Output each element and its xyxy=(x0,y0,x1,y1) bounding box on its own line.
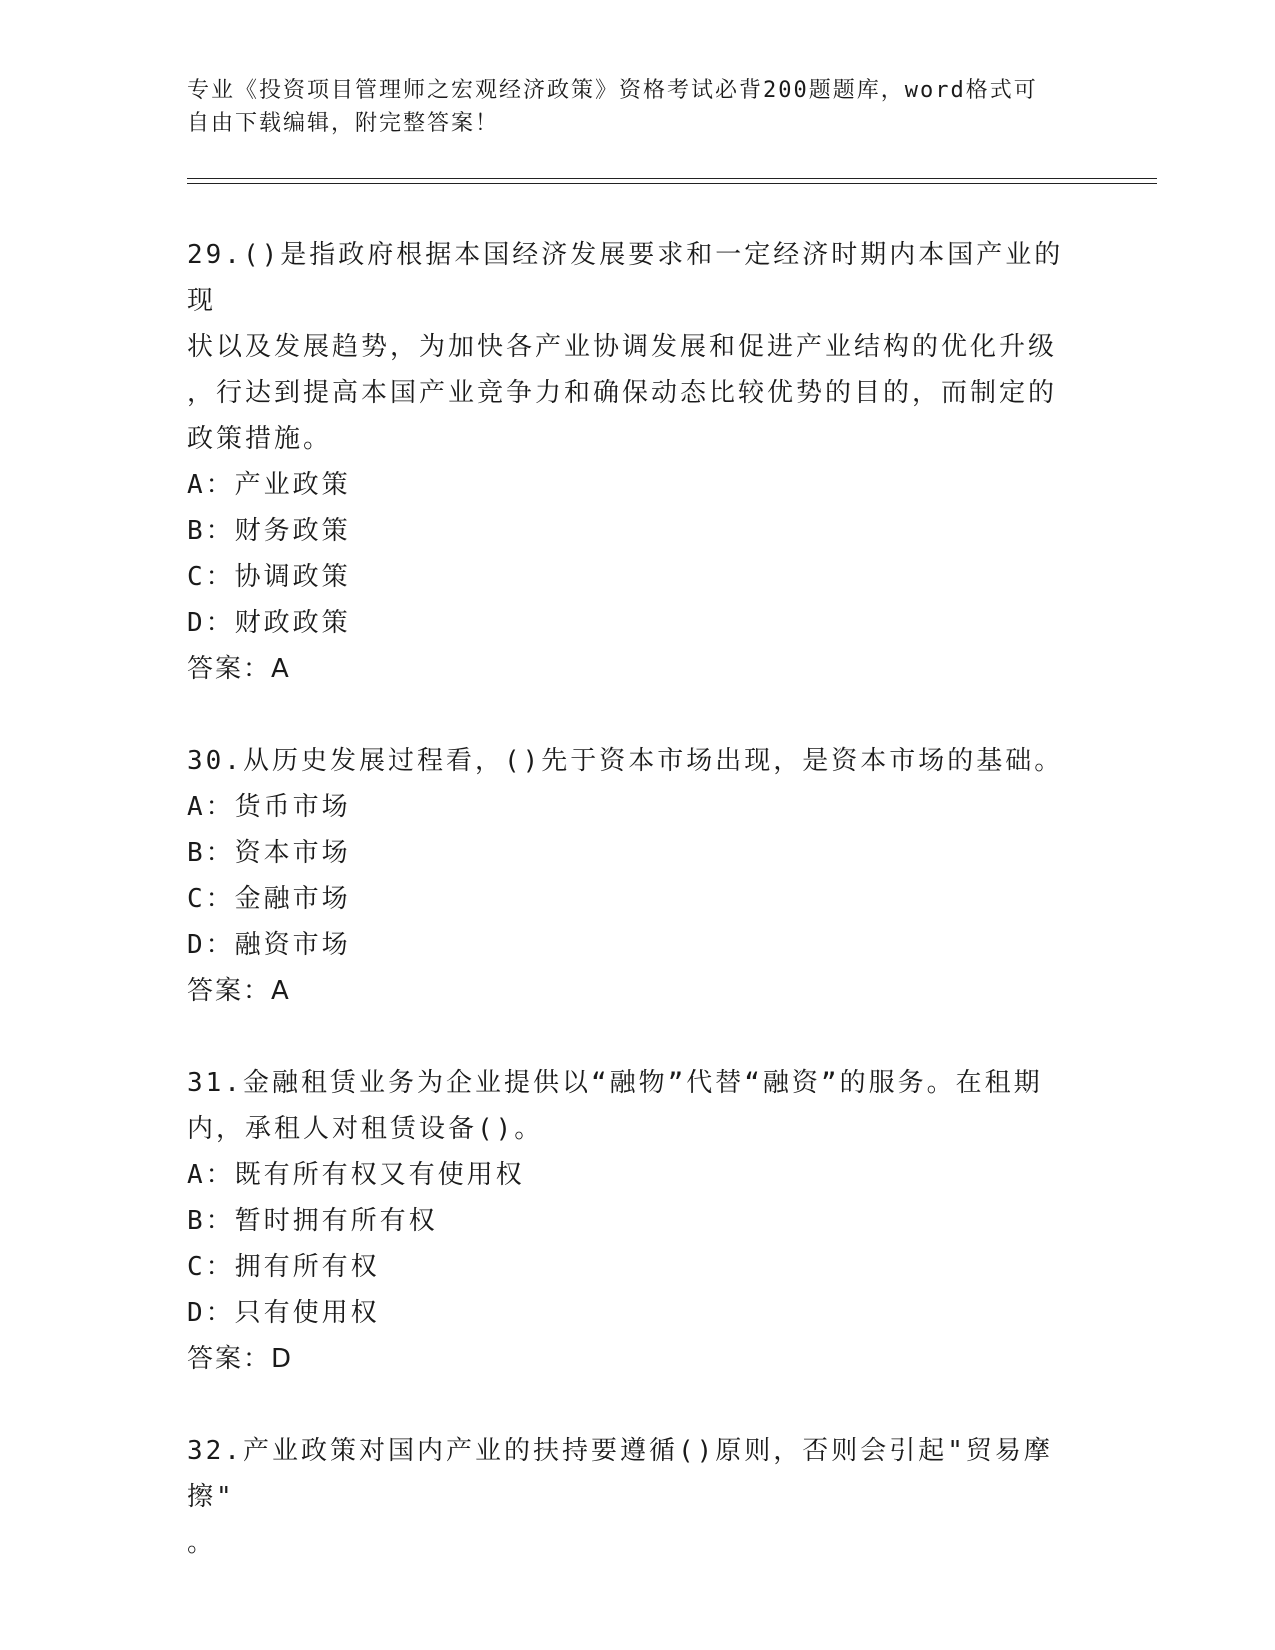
option-d: D：融资市场 xyxy=(187,930,351,960)
question-30 xyxy=(187,738,1087,1014)
option-a: A：既有所有权又有使用权 xyxy=(187,1160,525,1190)
document-header xyxy=(187,74,1087,140)
question-text-line: 31.金融租赁业务为企业提供以“融物”代替“融资”的服务。在租期 xyxy=(187,1068,1043,1098)
question-29 xyxy=(187,232,1087,692)
question-text-line: 30.从历史发展过程看，()先于资本市场出现，是资本市场的基础。 xyxy=(187,746,1064,776)
question-text-line: 状以及发展趋势，为加快各产业协调发展和促进产业结构的优化升级 xyxy=(187,332,1058,362)
question-text-line: 。 xyxy=(187,1528,217,1558)
question-text-line: 32.产业政策对国内产业的扶持要遵循()原则，否则会引起"贸易摩擦" xyxy=(187,1436,1053,1512)
question-text-line: 政策措施。 xyxy=(187,424,333,454)
option-d: D：只有使用权 xyxy=(187,1298,380,1328)
question-31 xyxy=(187,1060,1087,1382)
answer: 答案：A xyxy=(187,976,291,1006)
header-rule-top xyxy=(187,178,1157,179)
question-list xyxy=(187,232,1087,1612)
option-a: A：货币市场 xyxy=(187,792,351,822)
option-c: C：协调政策 xyxy=(187,562,351,592)
option-b: B：暂时拥有所有权 xyxy=(187,1206,438,1236)
option-c: C：拥有所有权 xyxy=(187,1252,380,1282)
option-b: B：资本市场 xyxy=(187,838,351,868)
option-d: D：财政政策 xyxy=(187,608,351,638)
option-c: C：金融市场 xyxy=(187,884,351,914)
question-text-line: ，行达到提高本国产业竞争力和确保动态比较优势的目的，而制定的 xyxy=(187,378,1058,408)
answer: 答案：A xyxy=(187,654,291,684)
question-text-line: 内，承租人对租赁设备()。 xyxy=(187,1114,544,1144)
header-rule-bottom xyxy=(187,183,1157,184)
header-line-1: 专业《投资项目管理师之宏观经济政策》资格考试必背200题题库，word格式可 xyxy=(187,78,1038,103)
answer: 答案：D xyxy=(187,1344,294,1374)
question-32 xyxy=(187,1428,1087,1566)
question-text-line: 29.()是指政府根据本国经济发展要求和一定经济时期内本国产业的现 xyxy=(187,240,1064,316)
option-a: A：产业政策 xyxy=(187,470,351,500)
header-line-2: 自由下载编辑，附完整答案！ xyxy=(187,111,500,136)
option-b: B：财务政策 xyxy=(187,516,351,546)
